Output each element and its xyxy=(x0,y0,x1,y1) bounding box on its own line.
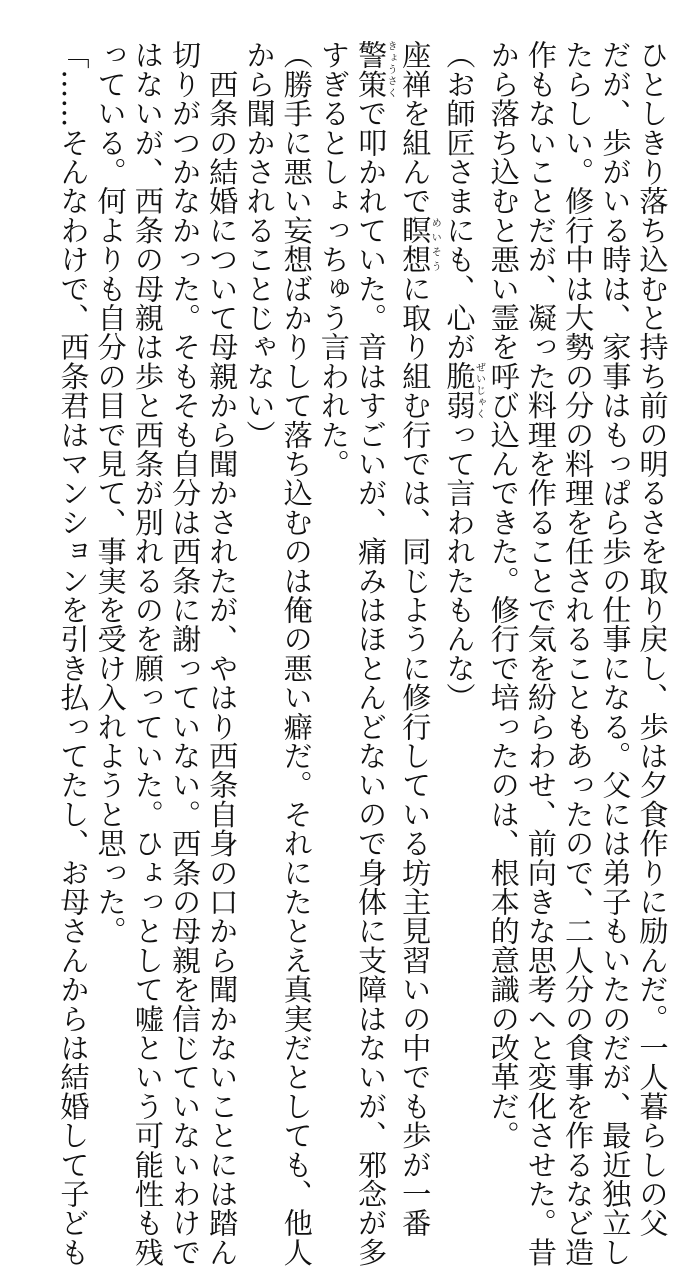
ruby-base-meisou: 瞑想 xyxy=(397,215,432,274)
text-line-3: たらしい。修行中は大勢の分の料理を任されることもあったので、二人分の食事を作るなど造 xyxy=(560,40,595,1266)
ruby-reading-meisou: めいそう xyxy=(429,215,441,274)
line-8-after: で叩かれていた。音はすごいが、痛みはほとんどないので身体に支障はないが、邪念が多 xyxy=(353,98,388,1266)
text-line-9: すぎるとしょっちゅう言われた。 xyxy=(316,40,351,478)
text-line-15: っている。何よりも自分の目で見て、事実を受け入れようと思った。 xyxy=(93,40,128,946)
text-line-8 xyxy=(351,40,397,1266)
ruby-base-zeijaku: 脆弱 xyxy=(441,361,476,420)
ruby-kyousaku xyxy=(353,40,397,99)
text-line-16: 「……そんなわけで、西条君はマンションを引き払ってたし、お母さんからは結婚して子ども xyxy=(55,40,90,1266)
line-6-after: って言われたもんな） xyxy=(441,419,476,712)
ruby-base-kyousaku: 警策 xyxy=(353,40,388,99)
text-line-6 xyxy=(440,40,484,990)
vertical-text-body xyxy=(20,40,670,1266)
line-6-before: （お師匠さまにも、心が xyxy=(441,40,476,362)
text-line-11: から聞かされることじゃない） xyxy=(241,40,276,449)
text-line-14: はないが、西条の母親は歩と西条が別れるのを願っていた。ひょっとして嘘という可能性も残 xyxy=(130,40,165,1266)
ruby-meisou xyxy=(397,215,441,274)
line-7-before: 座禅を組んで xyxy=(397,40,432,216)
ruby-reading-zeijaku: ぜいじゃく xyxy=(473,361,485,420)
ruby-zeijaku xyxy=(441,361,485,420)
text-line-4: 作もないことだが、凝った料理を作ることで気を紛らわせ、前向きな思考へと変化させた。昔 xyxy=(523,40,558,1266)
text-line-13: 切りがつかなかった。そもそも自分は西条に謝っていない。西条の母親を信じていないわけで xyxy=(167,40,202,1266)
text-line-2: だが、歩がいる時は、家事はもっぱら歩の仕事になる。父には弟子もいたのだが、最近独立し xyxy=(597,40,632,1266)
text-line-10: （勝手に悪い妄想ばかりして落ち込むのは俺の悪い癖だ。それにたとえ真実だとしても、他人 xyxy=(279,40,314,1266)
text-line-1: ひとしきり落ち込むと持ち前の明るさを取り戻し、歩は夕食作りに励んだ。一人暮らしの父 xyxy=(635,40,669,1238)
line-7-after: に取り組む行では、同じように修行している坊主見習いの中でも歩が一番 xyxy=(397,273,432,1238)
text-line-7 xyxy=(396,40,441,1238)
ruby-reading-kyousaku: きょうさく xyxy=(385,40,397,99)
text-line-12: 西条の結婚について母親から聞かされたが、やはり西条自身の口から聞かないことには踏ん xyxy=(204,40,239,1266)
text-line-5: から落ち込むと悪い霊を呼び込んできた。修行で培ったのは、根本的意識の改革だ。 xyxy=(486,40,521,1150)
